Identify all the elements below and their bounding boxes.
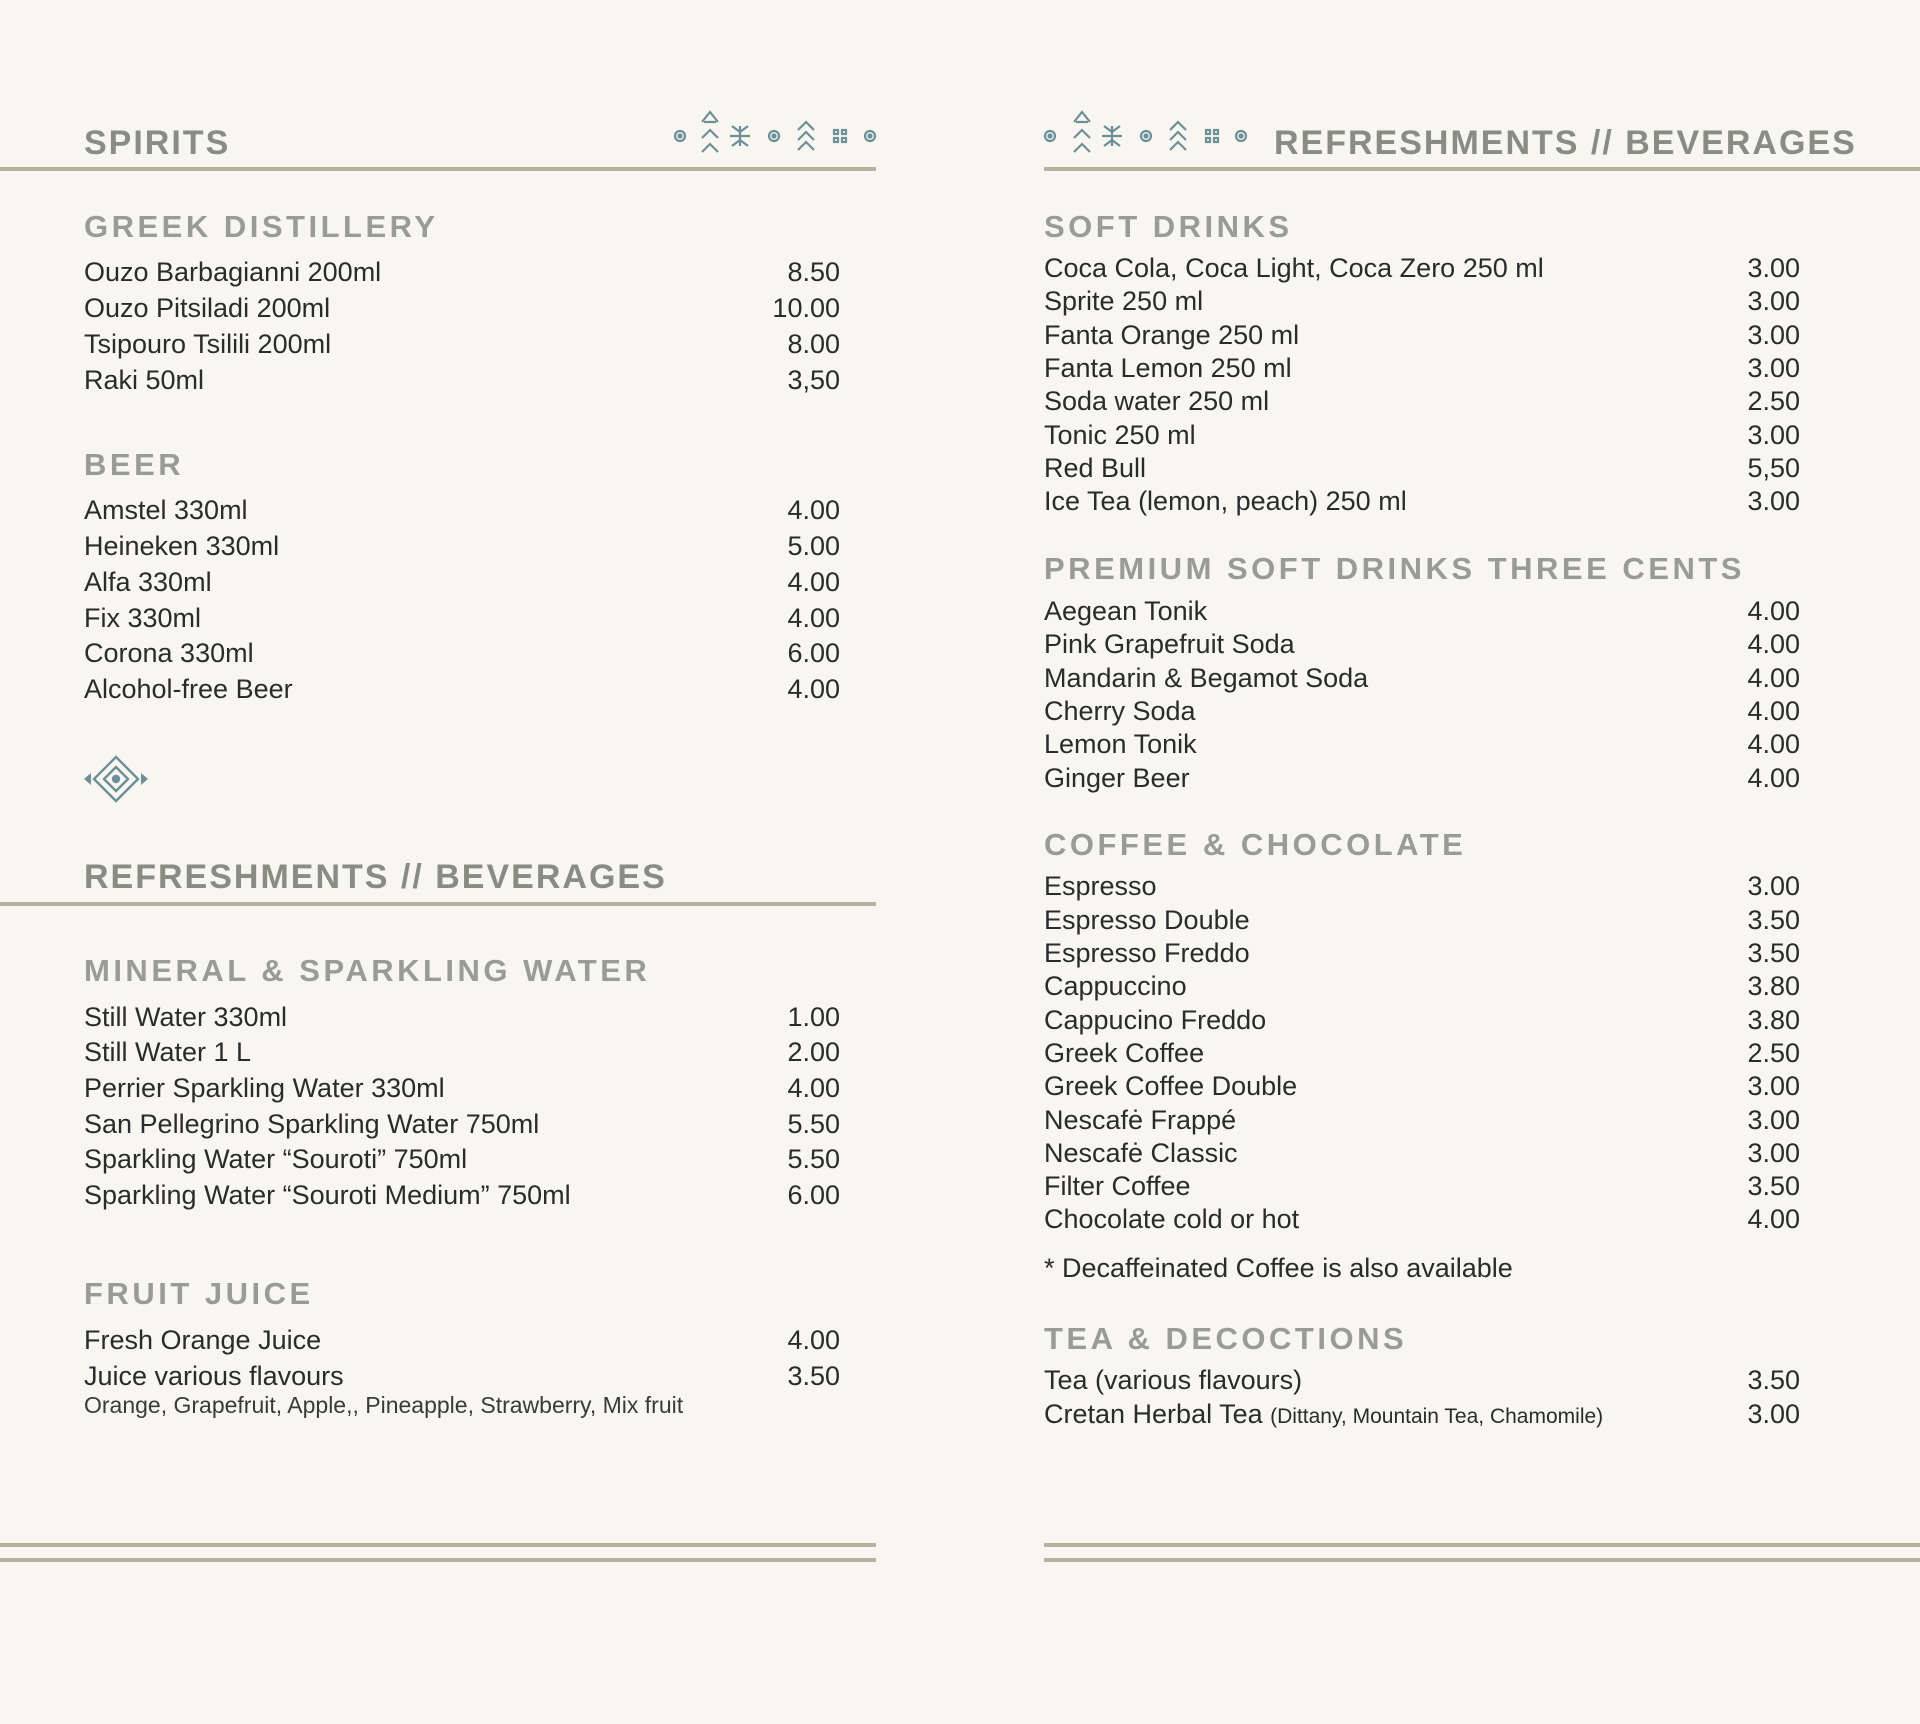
item-name: Sprite 250 ml [1044,286,1204,316]
menu-item [1044,627,1800,661]
menu-item [84,1178,840,1212]
menu-item [1044,1397,1800,1434]
menu-item [84,1107,840,1141]
spirits-title: SPIRITS [84,124,231,162]
item-price: 4.00 [787,1073,840,1103]
item-price: 2.50 [1747,386,1800,416]
item-price: 5.50 [787,1109,840,1139]
item-price: 3.00 [1747,1399,1800,1429]
item-name: Perrier Sparkling Water 330ml [84,1073,445,1103]
menu-item [84,493,840,527]
item-name: Cherry Soda [1044,696,1196,726]
item-name: Heineken 330ml [84,531,280,561]
item-price: 3.50 [1747,905,1800,935]
item-price: 3.00 [1747,486,1800,516]
item-price: 3.00 [1747,871,1800,901]
item-price: 3.00 [1747,320,1800,350]
item-price: 3.00 [1747,286,1800,316]
water-heading: MINERAL & SPARKLING WATER [84,953,651,988]
item-name: Nescafė Classic [1044,1138,1238,1168]
tribal-diamond-ornament-icon [84,755,148,803]
item-price: 4.00 [1747,629,1800,659]
menu-item [1044,1363,1800,1400]
menu-item [84,255,840,289]
menu-item [84,1359,840,1393]
menu-item [1044,761,1800,795]
item-name: Fanta Lemon 250 ml [1044,353,1292,383]
menu-item [1044,1069,1800,1103]
item-price: 3,50 [787,365,840,395]
item-price: 4.00 [787,495,840,525]
item-name: Greek Coffee [1044,1038,1205,1068]
menu-item [1044,318,1800,352]
item-name: Corona 330ml [84,638,254,668]
item-name: Tsipouro Tsilili 200ml [84,329,332,359]
item-name: Alfa 330ml [84,567,212,597]
item-price: 3.80 [1747,971,1800,1001]
menu-item [1044,284,1800,318]
item-name: Ouzo Pitsiladi 200ml [84,293,331,323]
item-name: Tonic 250 ml [1044,420,1196,450]
item-price: 4.00 [1747,596,1800,626]
premium-soft-drinks-heading: PREMIUM SOFT DRINKS THREE CENTS [1044,551,1745,586]
item-price: 5,50 [1747,453,1800,483]
item-price: 3.00 [1747,1071,1800,1101]
item-name: Cretan Herbal Tea [1044,1399,1271,1429]
footer-rule [1044,1558,1920,1562]
menu-item [84,363,840,397]
item-details: (Dittany, Mountain Tea, Chamomile) [1270,1405,1604,1428]
item-name: Coca Cola, Coca Light, Coca Zero 250 ml [1044,253,1544,283]
menu-item [1044,351,1800,385]
item-price: 5.50 [787,1144,840,1174]
item-name: Cappuccino [1044,971,1187,1001]
item-name: Ouzo Barbagianni 200ml [84,257,382,287]
menu-item [84,1142,840,1176]
tribal-border-ornament-icon [670,108,880,166]
item-name: Cappucino Freddo [1044,1005,1267,1035]
item-name: Filter Coffee [1044,1171,1191,1201]
item-price: 1.00 [787,1002,840,1032]
item-name: Aegean Tonik [1044,596,1208,626]
menu-item [84,565,840,599]
refreshments-title: REFRESHMENTS // BEVERAGES [84,858,667,896]
refreshments-title: REFRESHMENTS // BEVERAGES [1274,124,1857,162]
item-name: Alcohol-free Beer [84,674,293,704]
item-price: 8.50 [787,257,840,287]
item-name: Greek Coffee Double [1044,1071,1298,1101]
menu-item [1044,484,1800,518]
fruit-juice-heading: FRUIT JUICE [84,1276,314,1311]
item-name: Juice various flavours [84,1361,344,1391]
item-price: 3.00 [1747,420,1800,450]
item-name: Still Water 330ml [84,1002,288,1032]
menu-item [1044,1169,1800,1203]
beer-heading: BEER [84,447,185,482]
menu-item [1044,1003,1800,1037]
item-name: Amstel 330ml [84,495,248,525]
menu-item [84,1035,840,1069]
menu-item [84,1323,840,1357]
menu-item [1044,451,1800,485]
menu-item [1044,869,1800,903]
item-price: 3.50 [787,1361,840,1391]
item-price: 6.00 [787,1180,840,1210]
item-price: 3.00 [1747,253,1800,283]
item-price: 2.50 [1747,1038,1800,1068]
menu-item [84,601,840,635]
footer-rule [0,1558,876,1562]
menu-item [1044,936,1800,970]
item-price: 8.00 [787,329,840,359]
tea-decoctions-heading: TEA & DECOCTIONS [1044,1321,1408,1356]
item-price: 4.00 [787,567,840,597]
item-price: 4.00 [1747,1204,1800,1234]
item-price: 10.00 [772,293,840,323]
item-name: Soda water 250 ml [1044,386,1270,416]
item-name: Tea (various flavours) [1044,1365,1303,1395]
juice-flavours: Orange, Grapefruit, Apple,, Pineapple, Strawberry, Mix fruit [84,1392,684,1418]
header-rule [0,167,876,171]
menu-item [1044,694,1800,728]
item-name: Fresh Orange Juice [84,1325,322,1355]
footer-rule [0,1543,876,1547]
coffee-chocolate-heading: COFFEE & CHOCOLATE [1044,827,1467,862]
menu-item [84,529,840,563]
item-price: 3.00 [1747,1138,1800,1168]
item-name: Ice Tea (lemon, peach) 250 ml [1044,486,1407,516]
tribal-border-ornament-icon [1044,108,1254,166]
item-name: Sparkling Water “Souroti” 750ml [84,1144,468,1174]
header-rule [1044,167,1920,171]
item-price: 3.50 [1747,1365,1800,1395]
item-name: Red Bull [1044,453,1147,483]
header-rule [0,902,876,906]
menu-item [84,672,840,706]
menu-item [1044,418,1800,452]
menu-item [1044,1036,1800,1070]
item-price: 6.00 [787,638,840,668]
item-name: Nescafė Frappé [1044,1105,1237,1135]
item-name: Fanta Orange 250 ml [1044,320,1300,350]
item-name: Lemon Tonik [1044,729,1197,759]
item-name: Still Water 1 L [84,1037,252,1067]
menu-item [84,636,840,670]
item-name: Ginger Beer [1044,763,1190,793]
menu-item [1044,1103,1800,1137]
greek-distillery-heading: GREEK DISTILLERY [84,209,439,244]
item-name: Espresso [1044,871,1157,901]
item-price: 4.00 [1747,763,1800,793]
footer-rule [1044,1543,1920,1547]
menu-item [1044,594,1800,628]
item-name: Mandarin & Begamot Soda [1044,663,1369,693]
menu-item [1044,1202,1800,1236]
item-name: Pink Grapefruit Soda [1044,629,1295,659]
item-price: 4.00 [1747,696,1800,726]
decaf-note: * Decaffeinated Coffee is also available [1044,1253,1513,1283]
item-name: San Pellegrino Sparkling Water 750ml [84,1109,540,1139]
item-name: Fix 330ml [84,603,202,633]
item-price: 3.50 [1747,938,1800,968]
menu-item [1044,969,1800,1003]
menu-item [1044,727,1800,761]
item-name: Sparkling Water “Souroti Medium” 750ml [84,1180,571,1210]
menu-item [1044,661,1800,695]
item-price: 2.00 [787,1037,840,1067]
menu-item [1044,384,1800,418]
item-name: Espresso Freddo [1044,938,1250,968]
soft-drinks-heading: SOFT DRINKS [1044,209,1293,244]
item-price: 4.00 [787,603,840,633]
item-price: 3.00 [1747,1105,1800,1135]
item-name: Raki 50ml [84,365,205,395]
item-price: 4.00 [787,1325,840,1355]
menu-item [1044,903,1800,937]
menu-item [84,291,840,325]
menu-item [84,327,840,361]
item-price: 4.00 [787,674,840,704]
item-price: 4.00 [1747,729,1800,759]
item-price: 5.00 [787,531,840,561]
menu-item [1044,1136,1800,1170]
item-name: Espresso Double [1044,905,1250,935]
item-price: 3.80 [1747,1005,1800,1035]
item-price: 3.00 [1747,353,1800,383]
menu-item [1044,251,1800,285]
item-price: 3.50 [1747,1171,1800,1201]
item-name: Chocolate cold or hot [1044,1204,1300,1234]
menu-item [84,1000,840,1034]
menu-item [84,1071,840,1105]
item-price: 4.00 [1747,663,1800,693]
